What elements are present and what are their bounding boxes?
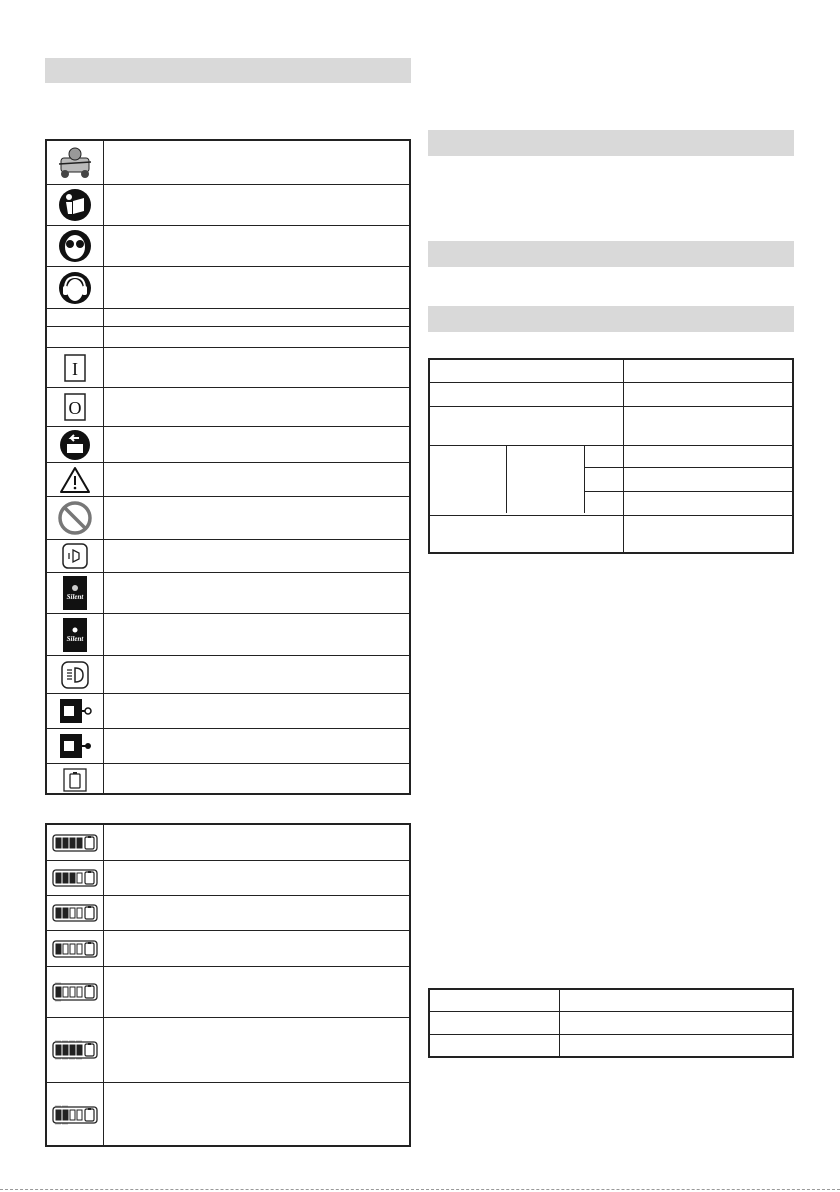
battery-row: [47, 895, 409, 930]
mode-switch-icon: [47, 540, 103, 572]
eye-protection-icon: [47, 226, 103, 266]
prohibition-icon: [47, 497, 103, 539]
symbol-row: [47, 387, 409, 426]
ear-protection-icon: [47, 267, 103, 308]
symbol-row: [47, 763, 409, 795]
symbol-row: [47, 184, 409, 225]
battery-row: [47, 860, 409, 895]
symbol-row: [47, 141, 409, 184]
section-heading-bar-2: [428, 241, 794, 267]
warning-triangle-icon: [47, 463, 103, 496]
small-table: [428, 988, 794, 1058]
battery-indicator-table: [45, 823, 411, 1147]
symbol-row: [47, 693, 409, 728]
disconnect-battery-icon: [47, 427, 103, 462]
svg-text:O: O: [68, 398, 82, 418]
symbol-row: [47, 655, 409, 693]
battery-icon: [47, 764, 103, 795]
battery-level-1-icon: [47, 931, 103, 966]
light-icon: [47, 656, 103, 693]
symbols-table: [45, 139, 411, 795]
battery-row: [47, 966, 409, 1017]
battery-row: [47, 930, 409, 966]
battery-row: [47, 1017, 409, 1082]
read-manual-icon: [47, 185, 103, 225]
light-off-icon: [47, 729, 103, 763]
section-heading-bar-3: [428, 306, 794, 332]
svg-text:Silent: Silent: [66, 593, 84, 601]
battery-level-3-icon: [47, 861, 103, 895]
symbol-row: [47, 225, 409, 266]
operator-figure-icon: [47, 141, 103, 184]
battery-row: [47, 825, 409, 860]
silent-mode-alt-icon: [47, 614, 103, 655]
symbol-row: [47, 326, 409, 347]
section-heading-bar-symbols: [45, 58, 411, 83]
symbol-row: [47, 728, 409, 763]
battery-level-blink-1-icon: [47, 967, 103, 1017]
symbol-row: [47, 308, 409, 326]
battery-level-blink-all-icon: [47, 1018, 103, 1082]
svg-text:I: I: [72, 358, 78, 379]
page-bottom-edge: [0, 1189, 840, 1190]
section-heading-bar-1: [428, 130, 794, 156]
battery-row: [47, 1082, 409, 1147]
symbol-row: [47, 496, 409, 539]
battery-level-2-icon: [47, 896, 103, 930]
svg-text:Silent: Silent: [66, 634, 84, 643]
silent-mode-icon: [47, 573, 103, 613]
symbol-row: [47, 347, 409, 387]
on-switch-icon: [47, 348, 103, 387]
battery-level-4-icon: [47, 825, 103, 860]
symbol-row: [47, 613, 409, 655]
symbol-row: [47, 539, 409, 572]
off-switch-icon: [47, 388, 103, 426]
spec-table: [428, 358, 794, 554]
light-on-icon: [47, 694, 103, 728]
battery-level-blink-alt-icon: [47, 1083, 103, 1147]
symbol-row: [47, 572, 409, 613]
symbol-row: [47, 266, 409, 308]
symbol-row: [47, 462, 409, 496]
symbol-row: [47, 426, 409, 462]
